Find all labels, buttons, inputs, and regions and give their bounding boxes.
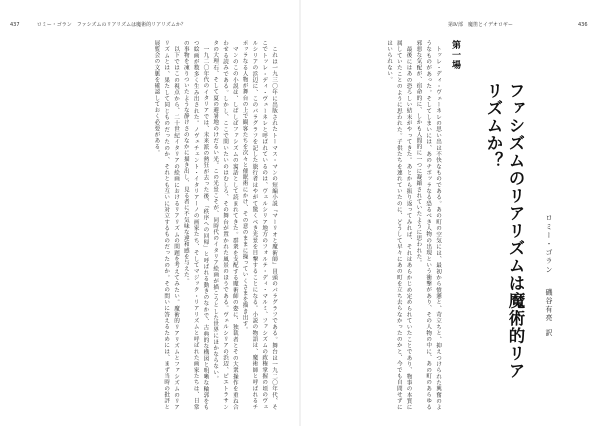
translator-name: 磯谷有亮 <box>545 288 553 323</box>
left-paragraph-1: これは一九三〇年に出版されたトーマス・マンの短編小説『マーリオと魔術師』冒頭のパラグラフである。舞台は一九二〇年代、そこでトッレ・ディ・ヴェーネレと呼ばれているのは、ヴェルシリア地方のフォルテ・ディ・マルミ、ファシズムの政権掌握の頃のヴェルシリアの浜辺に、このパラグラフを記した旅行者はやがて驚くべき光景を目撃することになる。小説の物語は、魔術師と呼ばれるチポッラなる人物が舞台の上で観客たちを次々と催眠術にかけ、その意のままに操っていくさまを描き出す。 <box>241 40 277 410</box>
right-body-text <box>314 40 442 410</box>
left-running-head <box>10 22 186 28</box>
right-running-title: 第Ⅳ部 魔笛とイデオロギー <box>448 22 513 28</box>
right-paragraph-1: トッレ・ディ・ヴェーネレの思い出は不快なものである。あの町の空気には、最初から憤懣と、苛立ちと、抑えつけられた興奮のようなものがあった。そしてしまいには、あのチポッラなる恐るべき人物の出現という衝撃があり、その人物の中に、あの町のあらゆる邪悪な気配が、宿命的に、しかも人間的に一つに凝縮されていたように思われた。 <box>415 40 441 410</box>
left-body-text <box>22 40 278 410</box>
right-folio: 436 <box>578 22 588 28</box>
translator-role: 訳 <box>545 328 553 338</box>
left-paragraph-3: 一九二〇年代のイタリアでは、未来派の熱狂が去った後、「秩序への回帰」と呼ばれる動きのなかで、古典的な構図と明晰な輪郭をもつ絵画が数多く生み出された。ノヴェチェント・イタリアーノの画家たち、そしてマジック・リアリズムと呼ばれた画家たちは、日常の事物を凍りついたような静けさのなかに描き出し、見る者に不気味な違和感を与えた。 <box>182 40 209 410</box>
article-title: ファシズムのリアリズムは魔術的リアリズムか？ <box>484 82 525 380</box>
left-paragraph-2: マンのこの小説は、しばしばファシズムの寓話として読まれてきた。群衆を支配する魔術師の姿に、独裁者とその大衆操作を重ね合わせる読みである。しかし、ここで問いたいのはむしろ、その舞台が置かれた風景のほうである。ヴェルシリアの浜辺、ピエトラサンタの大理石、そして夏の避暑地のけだるい光。この光景こそが、同時代のイタリア絵画が描こうとした世界にほかならない。 <box>212 40 238 410</box>
left-paragraph-4: 以下ではこの視点から、二十世紀イタリアの絵画におけるリアリズムの問題を考えてみたい。魔術的リアリズムとファシズムのリアリズムとは、果たして同じものだったのか、それとも互いに対立するものだったのか。その問いに答えるためには、まず当時の批評と展覧会の文脈を確認しておく必要がある。 <box>153 40 180 410</box>
right-page <box>300 0 600 426</box>
right-paragraph-2: 最後にはあの恐ろしい結末がやってきた。あとから振り返ってみれば、それはあらかじめ定められていたことであり、物事の本質に属していたことのように思われた。子供たちを連れていたのに、どうして早々にあの町を立ち去らなかったのかと、今でも自問せずにはいられない。 <box>386 40 412 410</box>
left-running-title: ロミー・ゴラン ファシズムのリアリズムは魔術的リアリズムか？ <box>36 22 186 28</box>
section-title: 第一場 <box>450 40 460 70</box>
byline <box>540 214 554 414</box>
right-running-head <box>448 22 513 28</box>
left-folio: 437 <box>10 22 20 28</box>
author-name: ロミー・ゴラン <box>545 214 553 275</box>
